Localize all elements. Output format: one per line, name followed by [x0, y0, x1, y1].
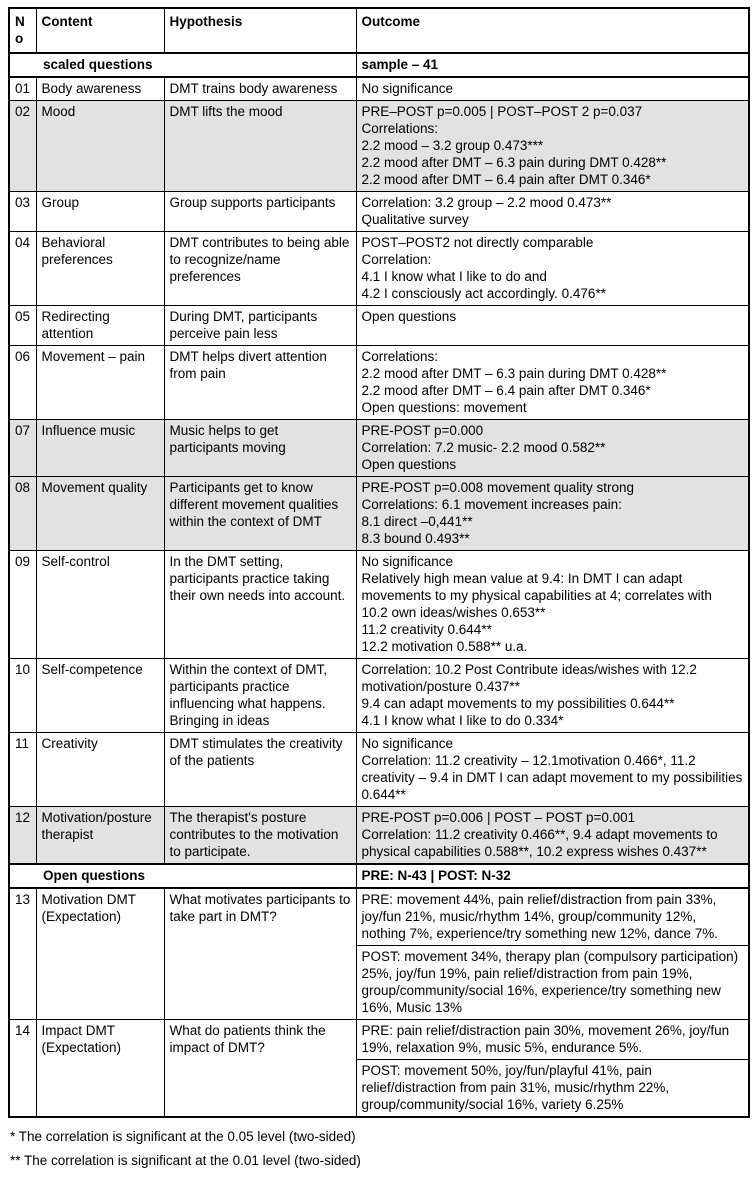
cell-outcome [356, 733, 749, 807]
outcome-line: Correlation: [361, 252, 432, 267]
outcome-line: Correlation: 11.2 creativity 0.466**, 9.4 adapt movements to physical capabilities 0.588**, 10.2 express wishes 0.437** [361, 827, 718, 859]
table-row-09 [9, 551, 749, 659]
outcome-line: Open questions [361, 457, 457, 472]
cell-outcome [356, 1060, 749, 1118]
outcome-line: 2.2 mood after DMT – 6.3 pain during DMT 0.428** [361, 366, 667, 381]
outcome-line: Correlation: 7.2 music- 2.2 mood 0.582** [361, 440, 606, 455]
cell-no: 06 [9, 346, 36, 420]
outcome-line: Relatively high mean value at 9.4: In DMT I can adapt movements to my physical capabilities at 4; correlates with [361, 571, 712, 603]
table-row-12 [9, 807, 749, 865]
cell-no: 14 [9, 1020, 36, 1118]
cell-no: 03 [9, 192, 36, 232]
cell-outcome [356, 659, 749, 733]
table-row-13 [9, 888, 749, 946]
outcome-line: 4.2 I consciously act accordingly. 0.476** [361, 286, 606, 301]
cell-hypothesis: In the DMT setting, participants practice taking their own needs into account. [164, 551, 356, 659]
footnotes [8, 1128, 748, 1169]
outcome-line: Correlation: 10.2 Post Contribute ideas/wishes with 12.2 motivation/posture 0.437** [361, 662, 697, 694]
outcome-line: 9.4 can adapt movements to my possibilities 0.644** [361, 696, 675, 711]
cell-content: Self-competence [36, 659, 164, 733]
cell-no: 07 [9, 420, 36, 477]
cell-hypothesis: Group supports participants [164, 192, 356, 232]
outcome-line: Correlations: [361, 121, 439, 136]
outcome-line: POST: movement 34%, therapy plan (compulsory participation) 25%, joy/fun 19%, pain relief/distraction from pain 19%, group/community/social 16%, experience/try something new 16%, Music 13% [361, 949, 739, 1015]
outcome-line: Correlation: 3.2 group – 2.2 mood 0.473** [361, 195, 612, 210]
cell-content: Group [36, 192, 164, 232]
outcome-line: POST: movement 50%, joy/fun/playful 41%, pain relief/distraction from pain 31%, music/rhythm 22%, group/community/social 16%, variety 6.25% [361, 1063, 670, 1112]
outcome-line: 8.3 bound 0.493** [361, 531, 470, 546]
outcome-line: POST–POST2 not directly comparable [361, 235, 594, 250]
cell-outcome [356, 888, 749, 946]
cell-hypothesis: DMT trains body awareness [164, 77, 356, 101]
outcome-line: No significance [361, 736, 454, 751]
cell-outcome [356, 232, 749, 306]
footnote-1: * The correlation is significant at the 0.05 level (two-sided) [10, 1129, 356, 1144]
outcome-line: PRE: movement 44%, pain relief/distraction from pain 33%, joy/fun 21%, music/rhythm 14%, group/community 12%, nothing 7%, experience/try something new 12%, dance 7%. [361, 892, 718, 941]
cell-outcome [356, 477, 749, 551]
table-row-05 [9, 306, 749, 346]
outcome-line: 2.2 mood after DMT – 6.4 pain after DMT 0.346* [361, 172, 651, 187]
cell-content: Motivation DMT (Expectation) [36, 888, 164, 1020]
cell-content: Behavioral preferences [36, 232, 164, 306]
outcome-line: No significance [361, 81, 454, 96]
table-row-02 [9, 101, 749, 192]
cell-no: 08 [9, 477, 36, 551]
cell-no: 02 [9, 101, 36, 192]
table-row-07 [9, 420, 749, 477]
cell-hypothesis: DMT lifts the mood [164, 101, 356, 192]
cell-no: 10 [9, 659, 36, 733]
section-row [9, 53, 749, 77]
outcome-line: 2.2 mood after DMT – 6.3 pain during DMT 0.428** [361, 155, 667, 170]
cell-hypothesis: DMT helps divert attention from pain [164, 346, 356, 420]
section-row [9, 864, 749, 888]
table-row-04 [9, 232, 749, 306]
cell-content: Redirecting attention [36, 306, 164, 346]
cell-content: Impact DMT (Expectation) [36, 1020, 164, 1118]
table-header-row [9, 8, 749, 53]
cell-outcome [356, 807, 749, 865]
cell-hypothesis: Participants get to know different movement qualities within the context of DMT [164, 477, 356, 551]
table-row-14 [9, 1020, 749, 1060]
table-row-11 [9, 733, 749, 807]
outcome-line: Correlations: [361, 349, 439, 364]
footnote-2: ** The correlation is significant at the 0.01 level (two-sided) [10, 1153, 361, 1168]
column-header-outcome: Outcome [356, 8, 749, 53]
results-table [8, 7, 750, 1118]
cell-hypothesis: What do patients think the impact of DMT? [164, 1020, 356, 1118]
section-outcome: PRE: N-43 | POST: N-32 [356, 864, 749, 888]
outcome-line: PRE-POST p=0.008 movement quality strong [361, 480, 635, 495]
column-header-no: No [9, 8, 36, 53]
cell-outcome [356, 946, 749, 1020]
cell-hypothesis: DMT contributes to being able to recognize/name preferences [164, 232, 356, 306]
outcome-line: PRE: pain relief/distraction pain 30%, movement 26%, joy/fun 19%, relaxation 9%, music 5%, endurance 5%. [361, 1023, 730, 1055]
table-row-01 [9, 77, 749, 101]
table-row-10 [9, 659, 749, 733]
section-label: scaled questions [9, 53, 356, 77]
cell-outcome [356, 101, 749, 192]
cell-hypothesis: DMT stimulates the creativity of the patients [164, 733, 356, 807]
cell-content: Influence music [36, 420, 164, 477]
column-header-hypothesis: Hypothesis [164, 8, 356, 53]
cell-outcome [356, 551, 749, 659]
outcome-line: 8.1 direct –0,441** [361, 514, 473, 529]
cell-no: 05 [9, 306, 36, 346]
outcome-line: Open questions: movement [361, 400, 527, 415]
cell-hypothesis: The therapist's posture contributes to the motivation to participate. [164, 807, 356, 865]
outcome-line: Correlation: 11.2 creativity – 12.1motivation 0.466*, 11.2 creativity – 9.4 in DMT I can adapt movement to my possibilities 0.644** [361, 753, 743, 802]
section-outcome: sample – 41 [356, 53, 749, 77]
cell-no: 04 [9, 232, 36, 306]
cell-outcome [356, 192, 749, 232]
outcome-line: 4.1 I know what I like to do 0.334* [361, 713, 564, 728]
cell-content: Movement quality [36, 477, 164, 551]
outcome-line: 2.2 mood – 3.2 group 0.473*** [361, 138, 544, 153]
cell-outcome [356, 306, 749, 346]
cell-content: Movement – pain [36, 346, 164, 420]
outcome-line: Open questions [361, 309, 457, 324]
cell-content: Self-control [36, 551, 164, 659]
table-row-03 [9, 192, 749, 232]
cell-no: 09 [9, 551, 36, 659]
cell-content: Creativity [36, 733, 164, 807]
cell-hypothesis: Within the context of DMT, participants practice influencing what happens. Bringing in ideas [164, 659, 356, 733]
cell-hypothesis: During DMT, participants perceive pain less [164, 306, 356, 346]
cell-no: 13 [9, 888, 36, 1020]
cell-content: Mood [36, 101, 164, 192]
cell-outcome [356, 346, 749, 420]
outcome-line: 12.2 motivation 0.588** u.a. [361, 639, 528, 654]
outcome-line: Qualitative survey [361, 212, 469, 227]
outcome-line: 4.1 I know what I like to do and [361, 269, 547, 284]
cell-outcome [356, 1020, 749, 1060]
table-row-08 [9, 477, 749, 551]
cell-no: 01 [9, 77, 36, 101]
table-row-06 [9, 346, 749, 420]
outcome-line: 10.2 own ideas/wishes 0.653** [361, 605, 546, 620]
column-header-content: Content [36, 8, 164, 53]
cell-content: Motivation/posture therapist [36, 807, 164, 865]
section-label: Open questions [9, 864, 356, 888]
outcome-line: PRE–POST p=0.005 | POST–POST 2 p=0.037 [361, 104, 643, 119]
outcome-line: PRE-POST p=0.006 | POST – POST p=0.001 [361, 810, 636, 825]
cell-outcome [356, 420, 749, 477]
outcome-line: Correlations: 6.1 movement increases pain: [361, 497, 622, 512]
cell-hypothesis: Music helps to get participants moving [164, 420, 356, 477]
outcome-line: PRE-POST p=0.000 [361, 423, 484, 438]
cell-content: Body awareness [36, 77, 164, 101]
cell-outcome [356, 77, 749, 101]
cell-no: 12 [9, 807, 36, 865]
cell-hypothesis: What motivates participants to take part in DMT? [164, 888, 356, 1020]
outcome-line: 11.2 creativity 0.644** [361, 622, 492, 637]
cell-no: 11 [9, 733, 36, 807]
outcome-line: No significance [361, 554, 454, 569]
outcome-line: 2.2 mood after DMT – 6.4 pain after DMT 0.346* [361, 383, 651, 398]
